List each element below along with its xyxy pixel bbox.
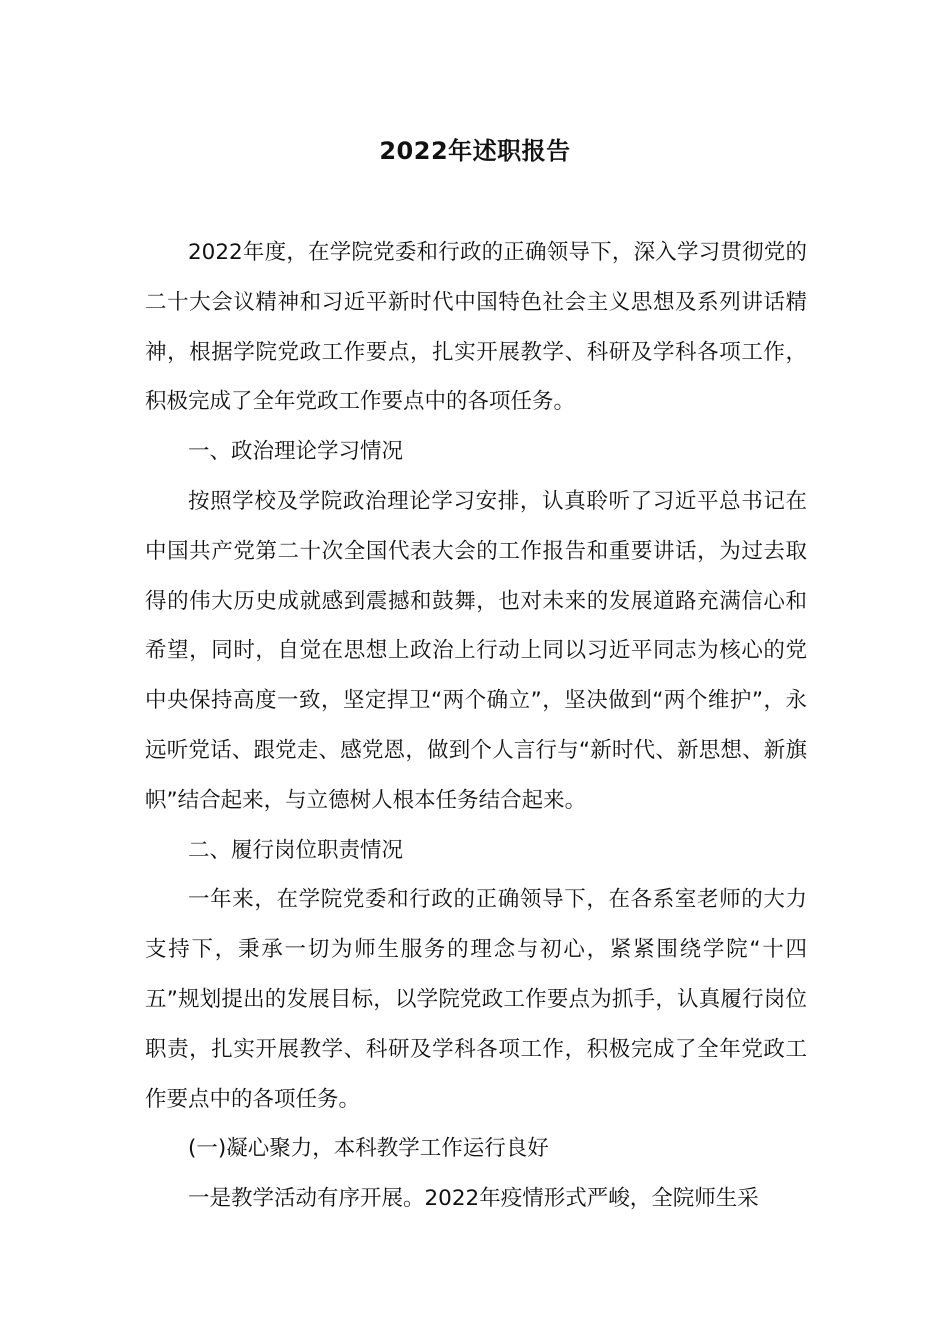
subsection-heading-1: (一)凝心聚力，本科教学工作运行良好	[188, 1136, 549, 1162]
paragraph-duties: 一年来，在学院党委和行政的正确领导下，在各系室老师的大力支持下，秉承一切为师生服务的理念与初心，紧紧围绕学院“十四五”规划提出的发展目标，以学院党政工作要点为抓手，认真履行岗位职责，扎实开展教学、科研及学科各项工作，积极完成了全年党政工作要点中的各项任务。	[145, 887, 807, 1112]
paragraph-intro: 2022年度，在学院党委和行政的正确领导下，深入学习贯彻党的二十大会议精神和习近平新时代中国特色社会主义思想及系列讲话精神，根据学院党政工作要点，扎实开展教学、科研及学科各项工作，积极完成了全年党政工作要点中的各项任务。	[145, 240, 807, 415]
section-heading-2: 二、履行岗位职责情况	[188, 837, 404, 863]
paragraph-teaching: 一是教学活动有序开展。2022年疫情形式严峻，全院师生采	[188, 1186, 759, 1212]
section-heading-1: 一、政治理论学习情况	[188, 439, 404, 465]
document-body	[145, 228, 807, 1224]
paragraph-political-study: 按照学校及学院政治理论学习安排，认真聆听了习近平总书记在中国共产党第二十次全国代表大会的工作报告和重要讲话，为过去取得的伟大历史成就感到震撼和鼓舞，也对未来的发展道路充满信心和希望，同时，自觉在思想上政治上行动上同以习近平同志为核心的党中央保持高度一致，坚定捍卫“两个确立”，坚决做到“两个维护”，永远听党话、跟党走、感党恩，做到个人言行与“新时代、新思想、新旗帜”结合起来，与立德树人根本任务结合起来。	[145, 488, 807, 813]
document-title: 2022年述职报告	[379, 137, 571, 165]
